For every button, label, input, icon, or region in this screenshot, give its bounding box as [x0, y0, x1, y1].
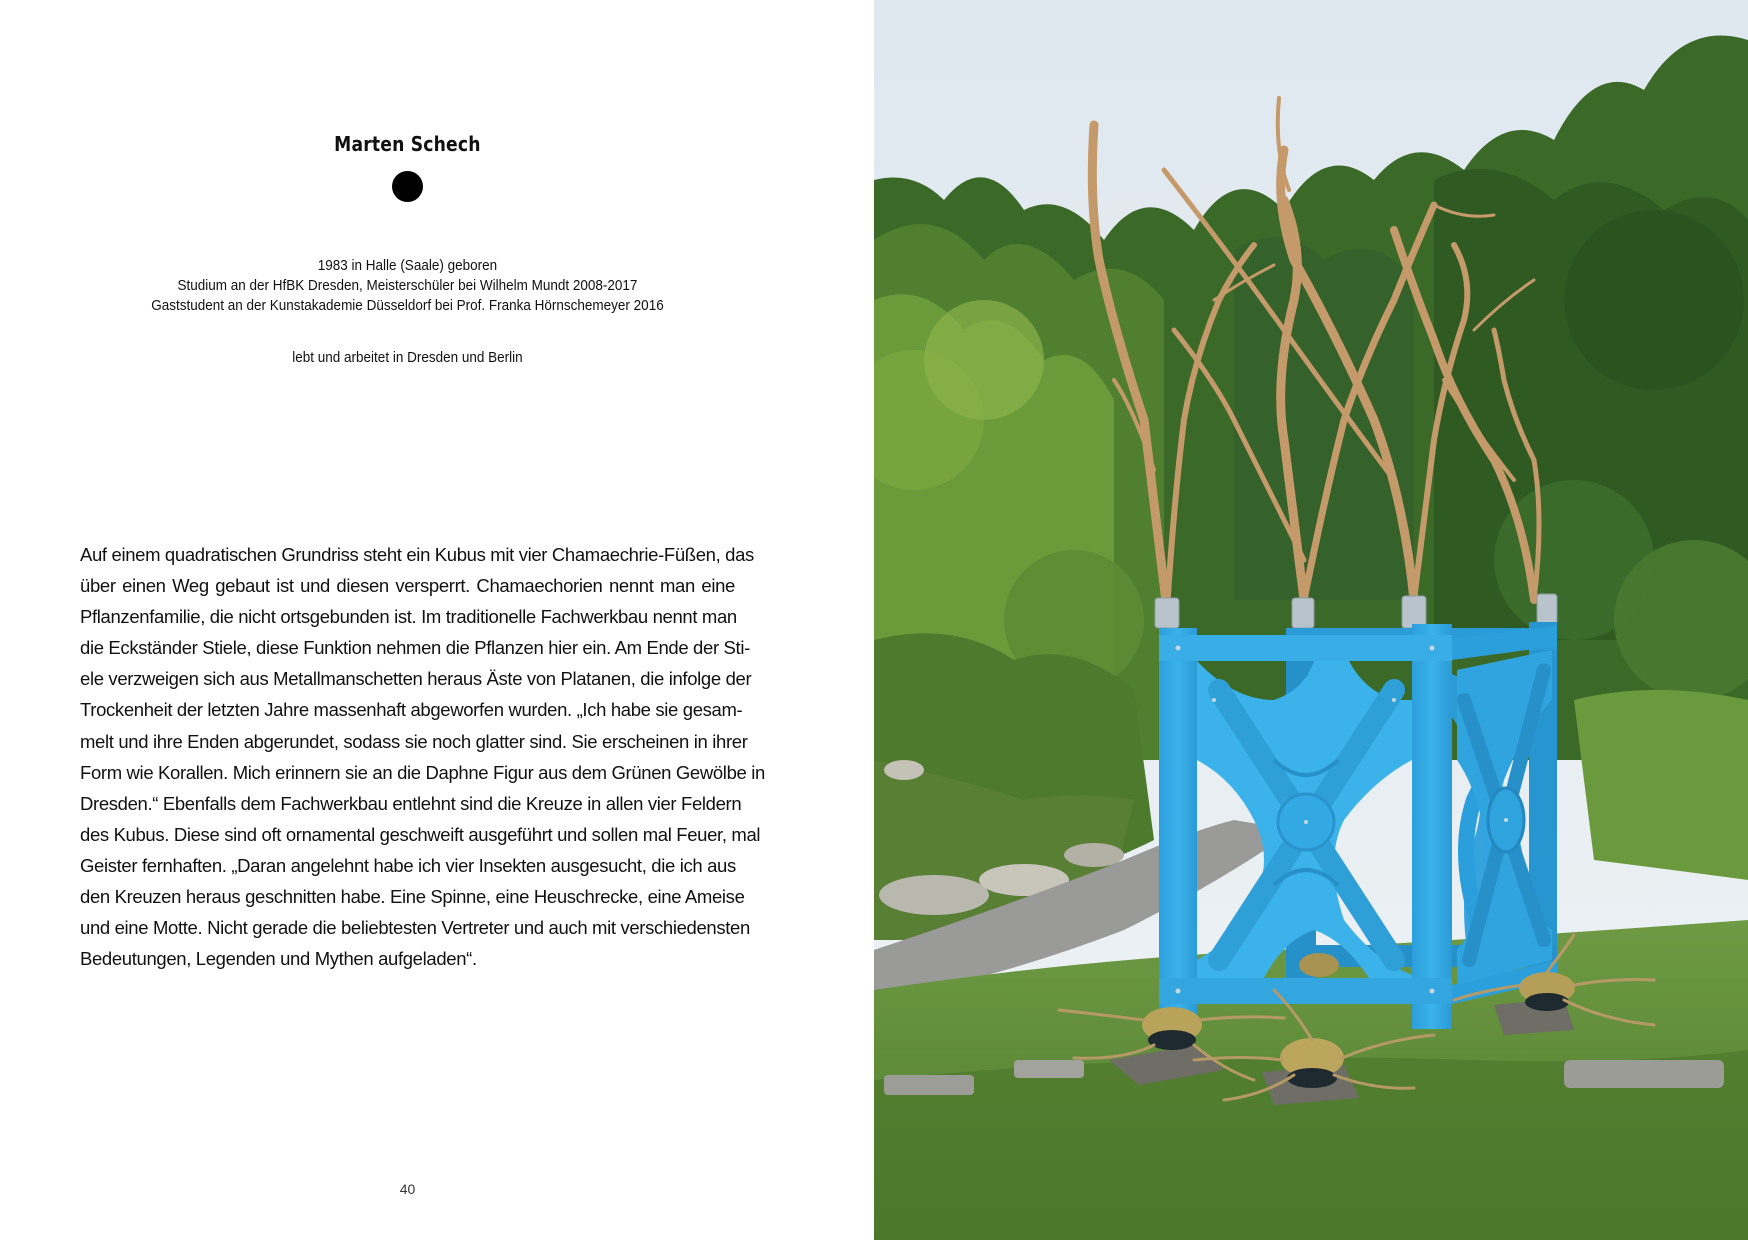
body-line: die Eckständer Stiele, diese Funktion nehmen die Pflanzen hier ein. Am Ende der Sti-	[80, 637, 750, 659]
page-number: 40	[399, 1181, 416, 1197]
body-line: den Kreuzen heraus geschnitten habe. Eine Spinne, eine Heuschrecke, eine Ameise	[80, 886, 745, 908]
body-line: Auf einem quadratischen Grundriss steht ein Kubus mit vier Chamaechrie-Füßen, das	[80, 544, 754, 565]
body-line: Dresden.“ Ebenfalls dem Fachwerkbau entlehnt sind die Kreuze in allen vier Feldern	[80, 792, 742, 814]
artwork-description	[80, 539, 765, 974]
body-line: ele verzweigen sich aus Metallmanschetten heraus Äste von Platanen, die infolge der	[80, 668, 752, 690]
artist-name: Marten Schech	[334, 132, 481, 156]
body-line: melt und ihre Enden abgerundet, sodass sie noch glatter sind. Sie erscheinen in ihrer	[80, 730, 748, 752]
body-line: Bedeutungen, Legenden und Mythen aufgeladen“.	[80, 948, 477, 970]
artist-residence: lebt und arbeitet in Dresden und Berlin	[292, 349, 523, 366]
bio-line: Gaststudent an der Kunstakademie Düsseldorf bei Prof. Franka Hörnschemeyer 2016	[151, 297, 664, 314]
body-line: und eine Motte. Nicht gerade die beliebtesten Vertreter und auch mit verschiedensten	[80, 917, 750, 939]
black-dot-icon	[392, 171, 423, 202]
body-line: Geister fernhaften. „Daran angelehnt habe ich vier Insekten ausgesucht, die ich aus	[80, 854, 736, 876]
artist-bio	[41, 256, 775, 316]
body-line: Trockenheit der letzten Jahre massenhaft abgeworfen wurden. „Ich habe sie gesam-	[80, 699, 743, 721]
body-line: Form wie Korallen. Mich erinnern sie an die Daphne Figur aus dem Grünen Gewölbe in	[80, 761, 765, 783]
body-line: Pflanzenfamilie, die nicht ortsgebunden ist. Im traditionelle Fachwerkbau nennt man	[80, 606, 737, 628]
body-line: des Kubus. Diese sind oft ornamental geschweift ausgeführt und sollen mal Feuer, mal	[80, 823, 761, 845]
bio-line: Studium an der HfBK Dresden, Meisterschüler bei Wilhelm Mundt 2008-2017	[177, 277, 638, 294]
sculpture-photo	[874, 0, 1748, 1240]
sculpture-photo-illustration	[874, 0, 1748, 1240]
body-line: über einen Weg gebaut ist und diesen versperrt. Chamaechorien nennt man eine	[80, 575, 735, 597]
bio-line: 1983 in Halle (Saale) geboren	[317, 257, 498, 274]
